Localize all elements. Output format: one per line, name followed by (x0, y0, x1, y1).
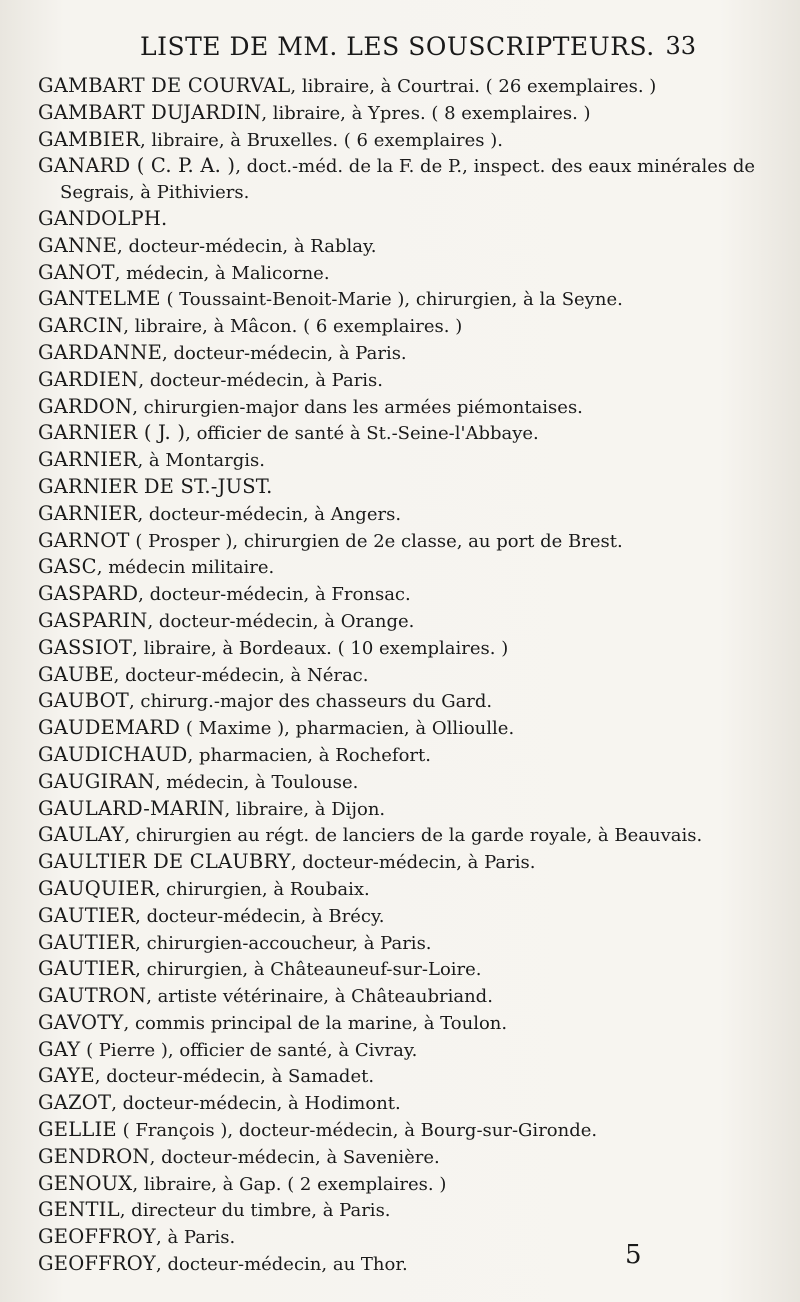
subscriber-details: , chirurgien-accoucheur, à Paris. (135, 932, 432, 954)
subscriber-details: , docteur-médecin, au Thor. (156, 1254, 408, 1276)
subscriber-name: GAUTIER (38, 930, 136, 954)
subscriber-name: GAUQUIER (38, 876, 155, 900)
subscriber-details: , à Paris. (156, 1227, 236, 1249)
subscriber-name: GAUBOT (38, 689, 129, 713)
list-item (38, 1010, 758, 1037)
subscriber-details: , libraire, à Bordeaux. ( 10 exemplaires. ) (132, 637, 509, 659)
subscriber-name: GENDRON (38, 1144, 150, 1168)
subscriber-name: GARNIER DE ST.-JUST. (38, 474, 273, 498)
subscriber-details: , officier de santé à St.-Seine-l'Abbaye. (185, 423, 539, 445)
list-item (38, 608, 758, 635)
page-header (0, 30, 800, 66)
subscriber-details: , docteur-médecin, à Nérac. (113, 664, 369, 686)
subscriber-details: , libraire, à Mâcon. ( 6 exemplaires. ) (123, 316, 463, 338)
subscriber-details: , docteur-médecin, à Paris. (290, 852, 536, 874)
subscriber-details: , docteur-médecin, à Samadet. (94, 1066, 375, 1088)
subscriber-details: , docteur-médecin, à Orange. (147, 610, 415, 632)
list-item (38, 849, 758, 876)
list-item (38, 206, 758, 233)
subscriber-details: , libraire, à Gap. ( 2 exemplaires. ) (132, 1173, 447, 1195)
subscriber-details: , médecin, à Malicorne. (114, 262, 330, 284)
subscriber-name: GANTELME (38, 287, 161, 311)
subscriber-details: , docteur-médecin, à Fronsac. (138, 584, 411, 606)
subscriber-details: , chirurgien, à Roubaix. (154, 878, 370, 900)
subscriber-name: GANARD ( C. P. A. ) (38, 154, 236, 178)
subscriber-name: GAYE (38, 1064, 95, 1088)
subscriber-name: GAUTIER (38, 903, 136, 927)
list-item (38, 635, 758, 662)
signature-mark: 5 (625, 1240, 642, 1270)
list-item (38, 769, 758, 796)
list-item (38, 528, 758, 555)
list-item (38, 1251, 758, 1278)
subscriber-name: GAULAY (38, 823, 125, 847)
subscriber-name: GAY (38, 1037, 81, 1061)
subscriber-details: , docteur-médecin, à Paris. (162, 342, 407, 364)
list-item (38, 286, 758, 313)
subscriber-name: GARNOT (38, 528, 130, 552)
subscriber-name: GARDANNE (38, 340, 163, 364)
subscriber-name: GAUBE (38, 662, 114, 686)
list-item (38, 420, 758, 447)
subscriber-details: , libraire, à Courtrai. ( 26 exemplaires. ) (290, 76, 657, 97)
list-item (38, 903, 758, 930)
list-item (38, 983, 758, 1010)
subscriber-details: , commis principal de la marine, à Toulon. (123, 1012, 508, 1034)
list-item (38, 930, 758, 957)
running-title: LISTE DE MM. LES SOUSCRIPTEURS. (140, 32, 655, 61)
subscriber-details: , docteur-médecin, à Brécy. (135, 905, 385, 927)
list-item (38, 1224, 758, 1251)
subscriber-name: GAMBART DUJARDIN (38, 100, 262, 124)
list-item (38, 501, 758, 528)
subscriber-name: GAULARD-MARIN (38, 796, 225, 820)
list-item (38, 1037, 758, 1064)
list-item (38, 581, 758, 608)
list-item (38, 1197, 758, 1224)
list-item (38, 73, 758, 100)
subscriber-details: ( François ), docteur-médecin, à Bourg-sur-Gironde. (116, 1120, 598, 1142)
subscriber-name: GELLIE (38, 1118, 117, 1142)
subscriber-details: , doct.-méd. de la F. de P., inspect. des eaux minérales de Segrais, à Pithiviers. (60, 156, 756, 204)
list-item (38, 260, 758, 287)
list-item (38, 1144, 758, 1171)
subscriber-details: ( Prosper ), chirurgien de 2e classe, au port de Brest. (129, 530, 623, 552)
subscriber-details: , chirurgien-major dans les armées piémontaises. (132, 396, 583, 418)
subscriber-name: GASSIOT (38, 635, 133, 659)
list-item (38, 956, 758, 983)
list-item (38, 340, 758, 367)
subscriber-details: , docteur-médecin, à Rablay. (117, 235, 377, 257)
subscriber-details: , docteur-médecin, à Angers. (137, 503, 402, 525)
subscriber-name: GAULTIER DE CLAUBRY (38, 850, 291, 874)
subscriber-name: GENTIL (38, 1198, 120, 1222)
list-item (38, 313, 758, 340)
list-item (38, 742, 758, 769)
subscriber-name: GAZOT (38, 1091, 112, 1115)
subscriber-details: , médecin militaire. (96, 557, 275, 579)
list-item (38, 1117, 758, 1144)
subscriber-name: GARDON (38, 394, 133, 418)
subscriber-name: GENOUX (38, 1171, 133, 1195)
subscriber-name: GAUGIRAN (38, 769, 155, 793)
subscriber-name: GANOT (38, 260, 115, 284)
list-item (38, 662, 758, 689)
subscriber-name: GARCIN (38, 314, 124, 338)
subscriber-name: GAMBART DE COURVAL (38, 74, 291, 97)
subscriber-details: , chirurgien, à Châteauneuf-sur-Loire. (135, 959, 482, 981)
list-item (38, 474, 758, 501)
subscriber-name: GASC (38, 555, 97, 579)
subscriber-name: GAUTRON (38, 984, 147, 1008)
subscriber-name: GEOFFROY (38, 1252, 157, 1276)
list-item (38, 233, 758, 260)
list-item (38, 127, 758, 154)
subscriber-name: GANNE (38, 233, 118, 257)
subscriber-name: GEOFFROY (38, 1225, 157, 1249)
list-item (38, 100, 758, 127)
subscriber-details: , médecin, à Toulouse. (154, 771, 359, 793)
list-item (38, 367, 758, 394)
subscriber-details: ( Pierre ), officier de santé, à Civray. (80, 1039, 418, 1061)
subscriber-details: , chirurgien au régt. de lanciers de la garde royale, à Beauvais. (124, 825, 703, 847)
subscriber-name: GAVOTY (38, 1010, 124, 1034)
list-item (38, 394, 758, 421)
list-item (38, 1063, 758, 1090)
list-item (38, 876, 758, 903)
subscriber-name: GANDOLPH. (38, 206, 168, 230)
list-item (38, 1171, 758, 1198)
subscriber-details: , docteur-médecin, à Savenière. (149, 1146, 440, 1168)
subscriber-details: , docteur-médecin, à Hodimont. (111, 1093, 401, 1115)
subscriber-details: , docteur-médecin, à Paris. (138, 369, 384, 391)
subscriber-name: GAUDICHAUD (38, 742, 188, 766)
subscriber-details: ( Toussaint-Benoit-Marie ), chirurgien, à la Seyne. (160, 289, 623, 311)
subscriber-details: , artiste vétérinaire, à Châteaubriand. (146, 986, 493, 1008)
subscriber-details: , chirurg.-major des chasseurs du Gard. (128, 691, 493, 713)
subscriber-details: , à Montargis. (137, 450, 266, 472)
subscriber-name: GAMBIER (38, 127, 140, 151)
list-item (38, 153, 790, 206)
subscriber-list (0, 73, 800, 1278)
subscriber-details: , libraire, à Dijon. (224, 798, 386, 820)
list-item (38, 1090, 758, 1117)
subscriber-name: GASPARIN (38, 608, 148, 632)
list-item (38, 688, 758, 715)
subscriber-details: , libraire, à Ypres. ( 8 exemplaires. ) (261, 102, 591, 124)
subscriber-name: GAUTIER (38, 957, 136, 981)
subscriber-name: GARNIER ( J. ) (38, 421, 186, 445)
list-item (38, 715, 758, 742)
list-item (38, 796, 758, 823)
subscriber-name: GAUDEMARD (38, 716, 181, 740)
subscriber-details: , libraire, à Bruxelles. ( 6 exemplaires ). (139, 129, 503, 151)
subscriber-name: GARDIEN (38, 367, 139, 391)
subscriber-name: GASPARD (38, 582, 139, 606)
subscriber-name: GARNIER (38, 448, 138, 472)
subscriber-details: , directeur du timbre, à Paris. (119, 1200, 391, 1222)
list-item (38, 554, 758, 581)
list-item (38, 822, 758, 849)
subscriber-details: ( Maxime ), pharmacien, à Ollioulle. (180, 718, 515, 740)
subscriber-name: GARNIER (38, 501, 138, 525)
page-number: 33 (665, 32, 696, 60)
subscriber-details: , pharmacien, à Rochefort. (187, 744, 431, 766)
list-item (38, 447, 758, 474)
